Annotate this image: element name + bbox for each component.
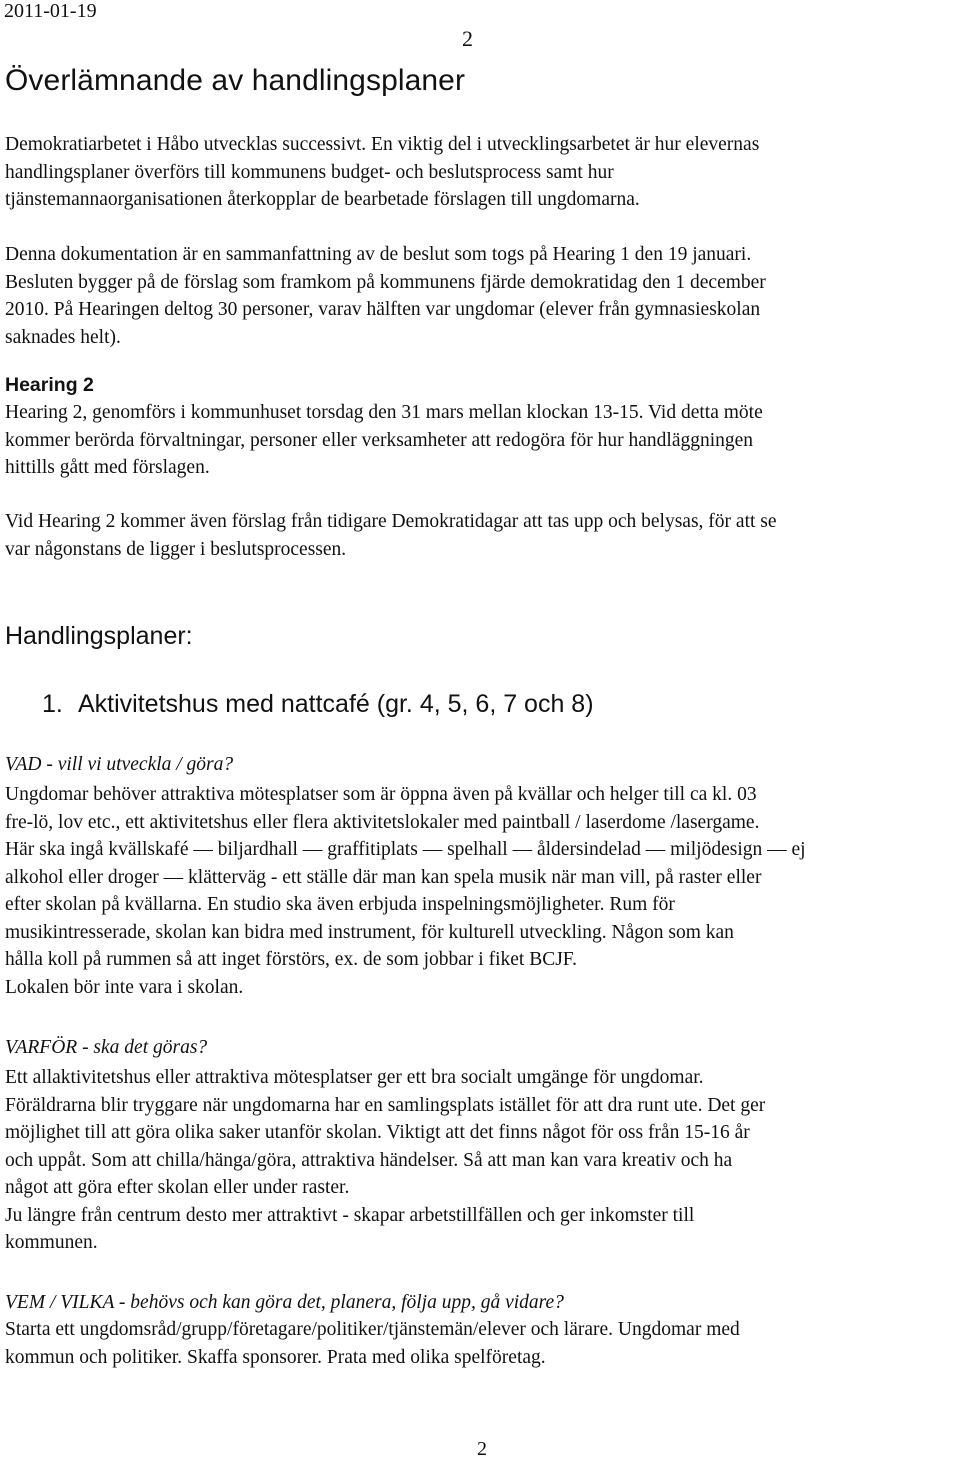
vem-paragraph [5, 1316, 957, 1371]
varfor-line: något att göra efter skolan eller under raster. [5, 1177, 350, 1198]
hearing2-line: var någonstans de ligger i beslutsprocessen. [5, 538, 347, 560]
hearing2-heading: Hearing 2 [5, 374, 94, 396]
page-number-bottom: 2 [477, 1438, 487, 1460]
hearing2-line: Hearing 2, genomförs i kommunhuset torsdag den 31 mars mellan klockan 13-15. Vid detta möte [5, 402, 763, 423]
vad-line: hålla koll på rummen så att inget förstörs, ex. de som jobbar i fiket BCJF. [5, 949, 577, 970]
plans-heading: Handlingsplaner: [5, 622, 193, 650]
hearing2-paragraph-2 [5, 508, 957, 563]
vad-paragraph [5, 781, 957, 1001]
intro-paragraph [5, 131, 957, 214]
varfor-line: Föräldrarna blir tryggare när ungdomarna har en samlingsplats istället för att dra runt ute. Det ger [5, 1094, 766, 1116]
intro-line: Demokratiarbetet i Håbo utvecklas successivt. En viktig del i utvecklingsarbetet är hur elevernas [5, 134, 760, 155]
page-number-top: 2 [462, 26, 473, 51]
plan-item-heading [42, 690, 594, 719]
plan-item-title: Aktivitetshus med nattcafé (gr. 4, 5, 6, 7 och 8) [78, 690, 594, 718]
vem-line: kommun och politiker. Skaffa sponsorer. Prata med olika spelföretag. [5, 1346, 546, 1368]
intro-line: handlingsplaner överförs till kommunens budget- och beslutsprocess samt hur [5, 161, 614, 183]
varfor-line: och uppåt. Som att chilla/hänga/göra, attraktiva händelser. Så att man kan vara kreativ och ha [5, 1149, 733, 1171]
varfor-line: Ett allaktivitetshus eller attraktiva mötesplatser ger ett bra socialt umgänge för ungdomar. [5, 1067, 704, 1088]
summary-line: Besluten bygger på de förslag som framkom på kommunens fjärde demokratidag den 1 december [5, 271, 766, 293]
hearing2-paragraph-1 [5, 399, 957, 482]
varfor-line: Ju längre från centrum desto mer attraktivt - skapar arbetstillfällen och ger inkomster till [5, 1204, 695, 1226]
vad-line: alkohol eller droger — klätterväg - ett ställe där man kan spela musik när man vill, på raster eller [5, 866, 762, 888]
summary-line: Denna dokumentation är en sammanfattning av de beslut som togs på Hearing 1 den 19 januari. [5, 244, 752, 265]
varfor-line: möjlighet till att göra olika saker utanför skolan. Viktigt att det finns något för oss från 15-16 år [5, 1122, 750, 1143]
summary-line: 2010. På Hearingen deltog 30 personer, varav hälften var ungdomar (elever från gymnasieskolan [5, 299, 761, 320]
vem-question: VEM / VILKA - behövs och kan göra det, planera, följa upp, gå vidare? [5, 1292, 564, 1313]
document-date: 2011-01-19 [4, 0, 97, 22]
summary-paragraph [5, 241, 957, 351]
varfor-question: VARFÖR - ska det göras? [5, 1037, 208, 1058]
vad-line: Lokalen bör inte vara i skolan. [5, 976, 244, 998]
varfor-line: kommunen. [5, 1232, 98, 1253]
hearing2-line: kommer berörda förvaltningar, personer eller verksamheter att redogöra för hur handläggningen [5, 429, 754, 451]
vad-question: VAD - vill vi utveckla / göra? [5, 754, 234, 775]
vad-line: Här ska ingå kvällskafé — biljardhall — graffitiplats — spelhall — åldersindelad — miljödesign — ej [5, 839, 806, 860]
page-title: Överlämnande av handlingsplaner [5, 64, 466, 97]
vad-line: fre-lö, lov etc., ett aktivitetshus eller flera aktivitetslokaler med paintball / laserdome /lasergame. [5, 811, 760, 833]
plan-item-number: 1. [42, 690, 63, 718]
hearing2-line: hittills gått med förslagen. [5, 457, 210, 478]
varfor-paragraph [5, 1064, 957, 1257]
vad-line: efter skolan på kvällarna. En studio ska även erbjuda inspelningsmöjligheter. Rum för [5, 894, 675, 915]
vad-line: Ungdomar behöver attraktiva mötesplatser som är öppna även på kvällar och helger till ca kl. 03 [5, 784, 757, 805]
vem-line: Starta ett ungdomsråd/grupp/företagare/politiker/tjänstemän/elever och lärare. Ungdomar med [5, 1319, 740, 1340]
intro-line: tjänstemannaorganisationen återkopplar de bearbetade förslagen till ungdomarna. [5, 189, 640, 210]
vad-line: musikintresserade, skolan kan bidra med instrument, för kulturell utveckling. Någon som kan [5, 921, 734, 943]
summary-line: saknades helt). [5, 326, 121, 348]
hearing2-line: Vid Hearing 2 kommer även förslag från tidigare Demokratidagar att tas upp och belysas, för att se [5, 511, 777, 532]
